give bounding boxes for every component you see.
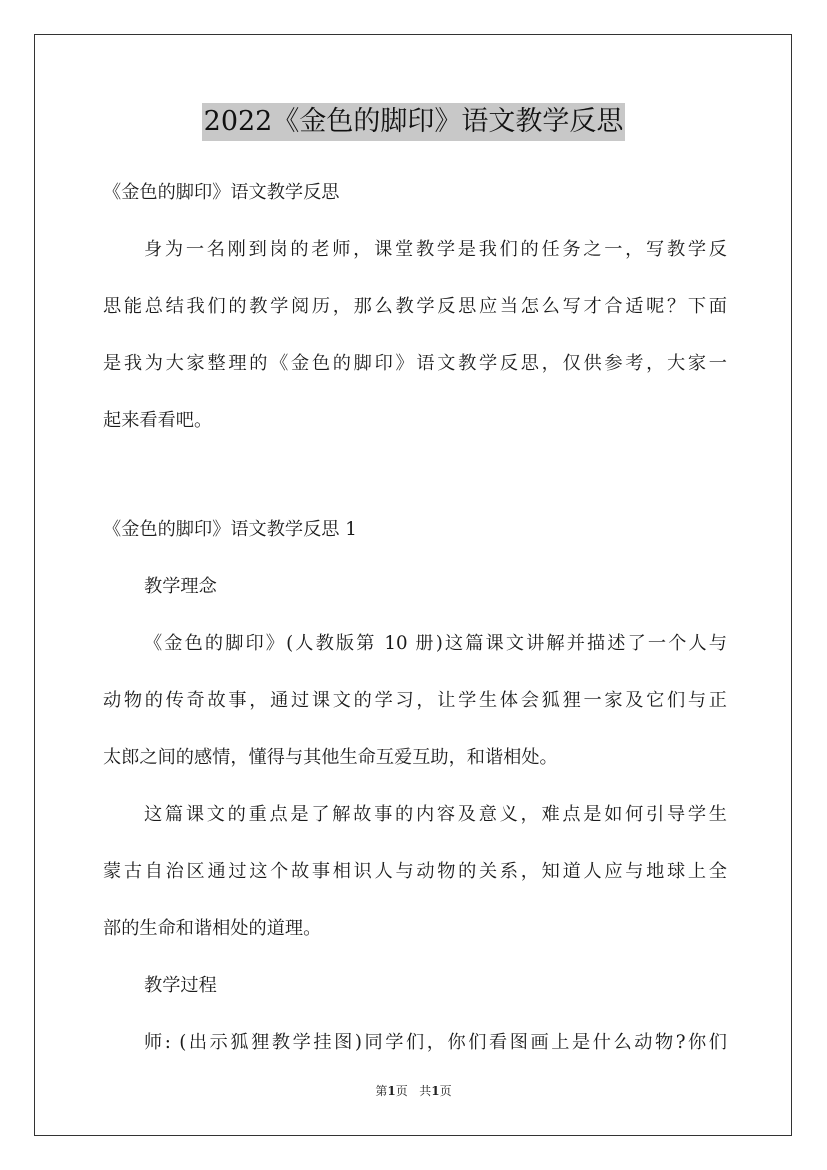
paragraph-line: 《金色的脚印》(人教版第 10 册)这篇课文讲解并描述了一个人与 [144,633,727,654]
subsection-heading: 教学理念 [144,576,217,597]
paragraph-line: 身为一名刚到岗的老师，课堂教学是我们的任务之一，写教学反 [144,239,727,260]
page-label: 第 [375,1084,388,1098]
paragraph-line: 太郎之间的感情，懂得与其他生命互爱互助，和谐相处。 [103,747,558,768]
document-body [103,170,727,1077]
page-unit: 页 [395,1084,408,1098]
total-pages: 1 [431,1084,440,1098]
document-title: 2022《金色的脚印》语文教学反思 [202,103,626,141]
paragraph-line: 思能总结我们的教学阅历，那么教学反思应当怎么写才合适呢？下面 [103,296,727,317]
section-heading: 《金色的脚印》语文教学反思 1 [103,519,357,540]
paragraph-line: 动物的传奇故事，通过课文的学习，让学生体会狐狸一家及它们与正 [103,690,727,711]
paragraph-line: 起来看看吧。 [103,410,213,431]
page-number: 1 [387,1084,396,1098]
paragraph-line: 这篇课文的重点是了解故事的内容及意义，难点是如何引导学生 [144,804,727,825]
subsection-heading: 教学过程 [144,975,217,996]
section-gap [103,455,727,507]
paragraph-line: 师: (出示狐狸教学挂图)同学们，你们看图画上是什么动物?你们 [144,1032,727,1053]
paragraph-line: 蒙古自治区通过这个故事相识人与动物的关系，知道人应与地球上全 [103,861,727,882]
intro-heading: 《金色的脚印》语文教学反思 [103,182,340,203]
page-footer [0,1081,827,1101]
paragraph-line: 部的生命和谐相处的道理。 [103,918,322,939]
title-container [0,103,827,141]
paragraph-line: 是我为大家整理的《金色的脚印》语文教学反思，仅供参考，大家一 [103,353,727,374]
total-unit: 页 [439,1084,452,1098]
total-label: 共 [419,1084,432,1098]
